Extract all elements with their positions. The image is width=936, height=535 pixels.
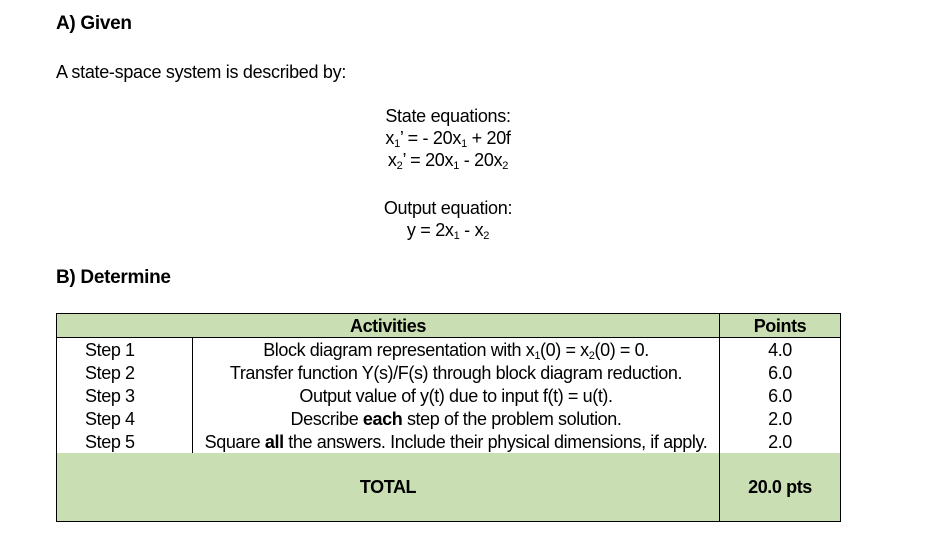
points-value: 2.0 bbox=[720, 430, 841, 453]
state-equation-1: $x_1$’ = - $20x_1 + 20f$ bbox=[385, 128, 511, 150]
activity-text: Square all the answers. Include their physical dimensions, if apply. bbox=[193, 430, 720, 453]
total-row bbox=[57, 453, 841, 522]
points-value: 4.0 bbox=[720, 338, 841, 362]
output-equation: $y = 2x_1 - x_2$ bbox=[406, 220, 490, 242]
table-row bbox=[57, 407, 841, 430]
section-b-heading: B) Determine bbox=[56, 267, 171, 288]
points-value: 6.0 bbox=[720, 361, 841, 384]
activities-table bbox=[56, 313, 841, 522]
activities-header: Activities bbox=[57, 314, 720, 338]
activity-text: Block diagram representation with $x_1(0) = x_2(0) = 0$. bbox=[193, 338, 720, 362]
activity-text: Output value of y(t) due to input f(t) = u(t). bbox=[193, 384, 720, 407]
activity-text: Transfer function Y(s)/F(s) through block diagram reduction. bbox=[193, 361, 720, 384]
activity-text: Describe each step of the problem solution. bbox=[193, 407, 720, 430]
table-row bbox=[57, 361, 841, 384]
points-value: 6.0 bbox=[720, 384, 841, 407]
total-points: 20.0 pts bbox=[720, 453, 841, 522]
output-equation-title: Output equation: bbox=[383, 198, 513, 218]
state-equations-block bbox=[318, 105, 578, 171]
step-label: Step 5 bbox=[57, 430, 193, 453]
section-a-heading: A) Given bbox=[56, 13, 132, 34]
table-row bbox=[57, 338, 841, 362]
step-label: Step 2 bbox=[57, 361, 193, 384]
points-value: 2.0 bbox=[720, 407, 841, 430]
step-label: Step 1 bbox=[57, 338, 193, 362]
points-header: Points bbox=[720, 314, 841, 338]
output-equation-block bbox=[318, 197, 578, 241]
step-label: Step 3 bbox=[57, 384, 193, 407]
step-label: Step 4 bbox=[57, 407, 193, 430]
table-row bbox=[57, 384, 841, 407]
total-label: TOTAL bbox=[57, 453, 720, 522]
state-equations-title: State equations: bbox=[385, 106, 511, 126]
intro-text: A state-space system is described by: bbox=[56, 62, 347, 82]
table-header-row bbox=[57, 314, 841, 338]
table-row bbox=[57, 430, 841, 453]
state-equation-2: $x_2$’ = $20x_1 - 20x_2$ bbox=[387, 150, 509, 172]
